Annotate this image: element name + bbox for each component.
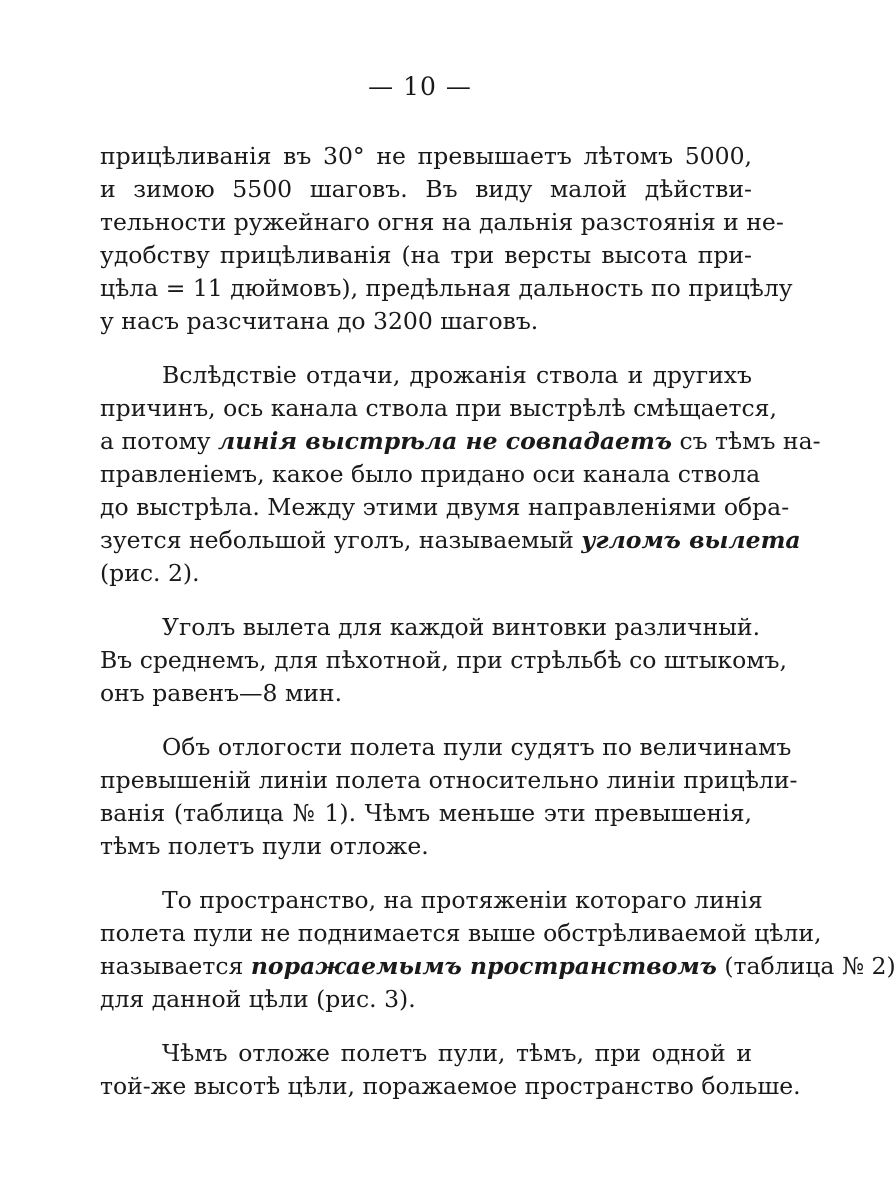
text-line: Чѣмъ отложе полетъ пули, тѣмъ, при одной и <box>162 1039 752 1067</box>
text-line <box>100 425 821 458</box>
text-line <box>100 524 801 557</box>
text-line: цѣла = 11 дюймовъ), предѣльная дальность по прицѣлу <box>100 274 793 302</box>
paragraph-6 <box>100 1037 801 1103</box>
emphasized-term: линія выстрѣла не совпадаетъ <box>218 427 672 455</box>
emphasized-term: поражаемымъ пространствомъ <box>250 952 717 980</box>
text-fragment: а потому <box>100 427 211 455</box>
paragraph-5 <box>100 884 896 1016</box>
text-fragment: зуется небольшой уголъ, называемый <box>100 526 574 554</box>
text-line: превышеній линіи полета относительно линіи прицѣли- <box>100 766 798 794</box>
text-line: Въ среднемъ, для пѣхотной, при стрѣльбѣ со штыкомъ, <box>100 646 787 674</box>
text-line: у насъ разсчитана до 3200 шаговъ. <box>100 307 539 335</box>
text-line: полета пули не поднимается выше обстрѣливаемой цѣли, <box>100 919 822 947</box>
text-line: и зимою 5500 шаговъ. Въ виду малой дѣйстви- <box>100 175 752 203</box>
text-line: причинъ, ось канала ствола при выстрѣлѣ смѣщается, <box>100 394 777 422</box>
text-fragment: (таблица № 2) <box>724 952 896 980</box>
body-text <box>100 140 896 1124</box>
text-line: То пространство, на протяженіи котораго линія <box>162 886 763 914</box>
text-line: онъ равенъ—8 мин. <box>100 679 343 707</box>
text-line: тельности ружейнаго огня на дальнія разстоянія и не- <box>100 208 784 236</box>
text-line: ванія (таблица № 1). Чѣмъ меньше эти превышенія, <box>100 799 752 827</box>
paragraph-4 <box>100 731 798 863</box>
text-line: тѣмъ полетъ пули отложе. <box>100 832 429 860</box>
text-line: правленіемъ, какое было придано оси канала ствола <box>100 460 761 488</box>
paragraph-3 <box>100 611 787 710</box>
text-line: Вслѣдствіе отдачи, дрожанія ствола и другихъ <box>162 361 752 389</box>
text-line: (рис. 2). <box>100 559 200 587</box>
paragraph-2 <box>100 359 821 590</box>
text-line: Объ отлогости полета пули судятъ по величинамъ <box>162 733 792 761</box>
text-line: прицѣливанія въ 30° не превышаетъ лѣтомъ 5000, <box>100 142 752 170</box>
text-fragment: называется <box>100 952 244 980</box>
text-line: удобству прицѣливанія (на три версты высота при- <box>100 241 752 269</box>
text-fragment: съ тѣмъ на- <box>679 427 821 455</box>
emphasized-term: угломъ вылета <box>581 526 801 554</box>
text-line: до выстрѣла. Между этими двумя направленіями обра- <box>100 493 790 521</box>
text-line: той-же высотѣ цѣли, поражаемое пространство больше. <box>100 1072 801 1100</box>
text-line: Уголъ вылета для каждой винтовки различный. <box>162 613 761 641</box>
text-line: для данной цѣли (рис. 3). <box>100 985 416 1013</box>
page-number: — 10 — <box>368 72 472 101</box>
paragraph-1 <box>100 140 793 338</box>
text-line <box>100 950 896 983</box>
